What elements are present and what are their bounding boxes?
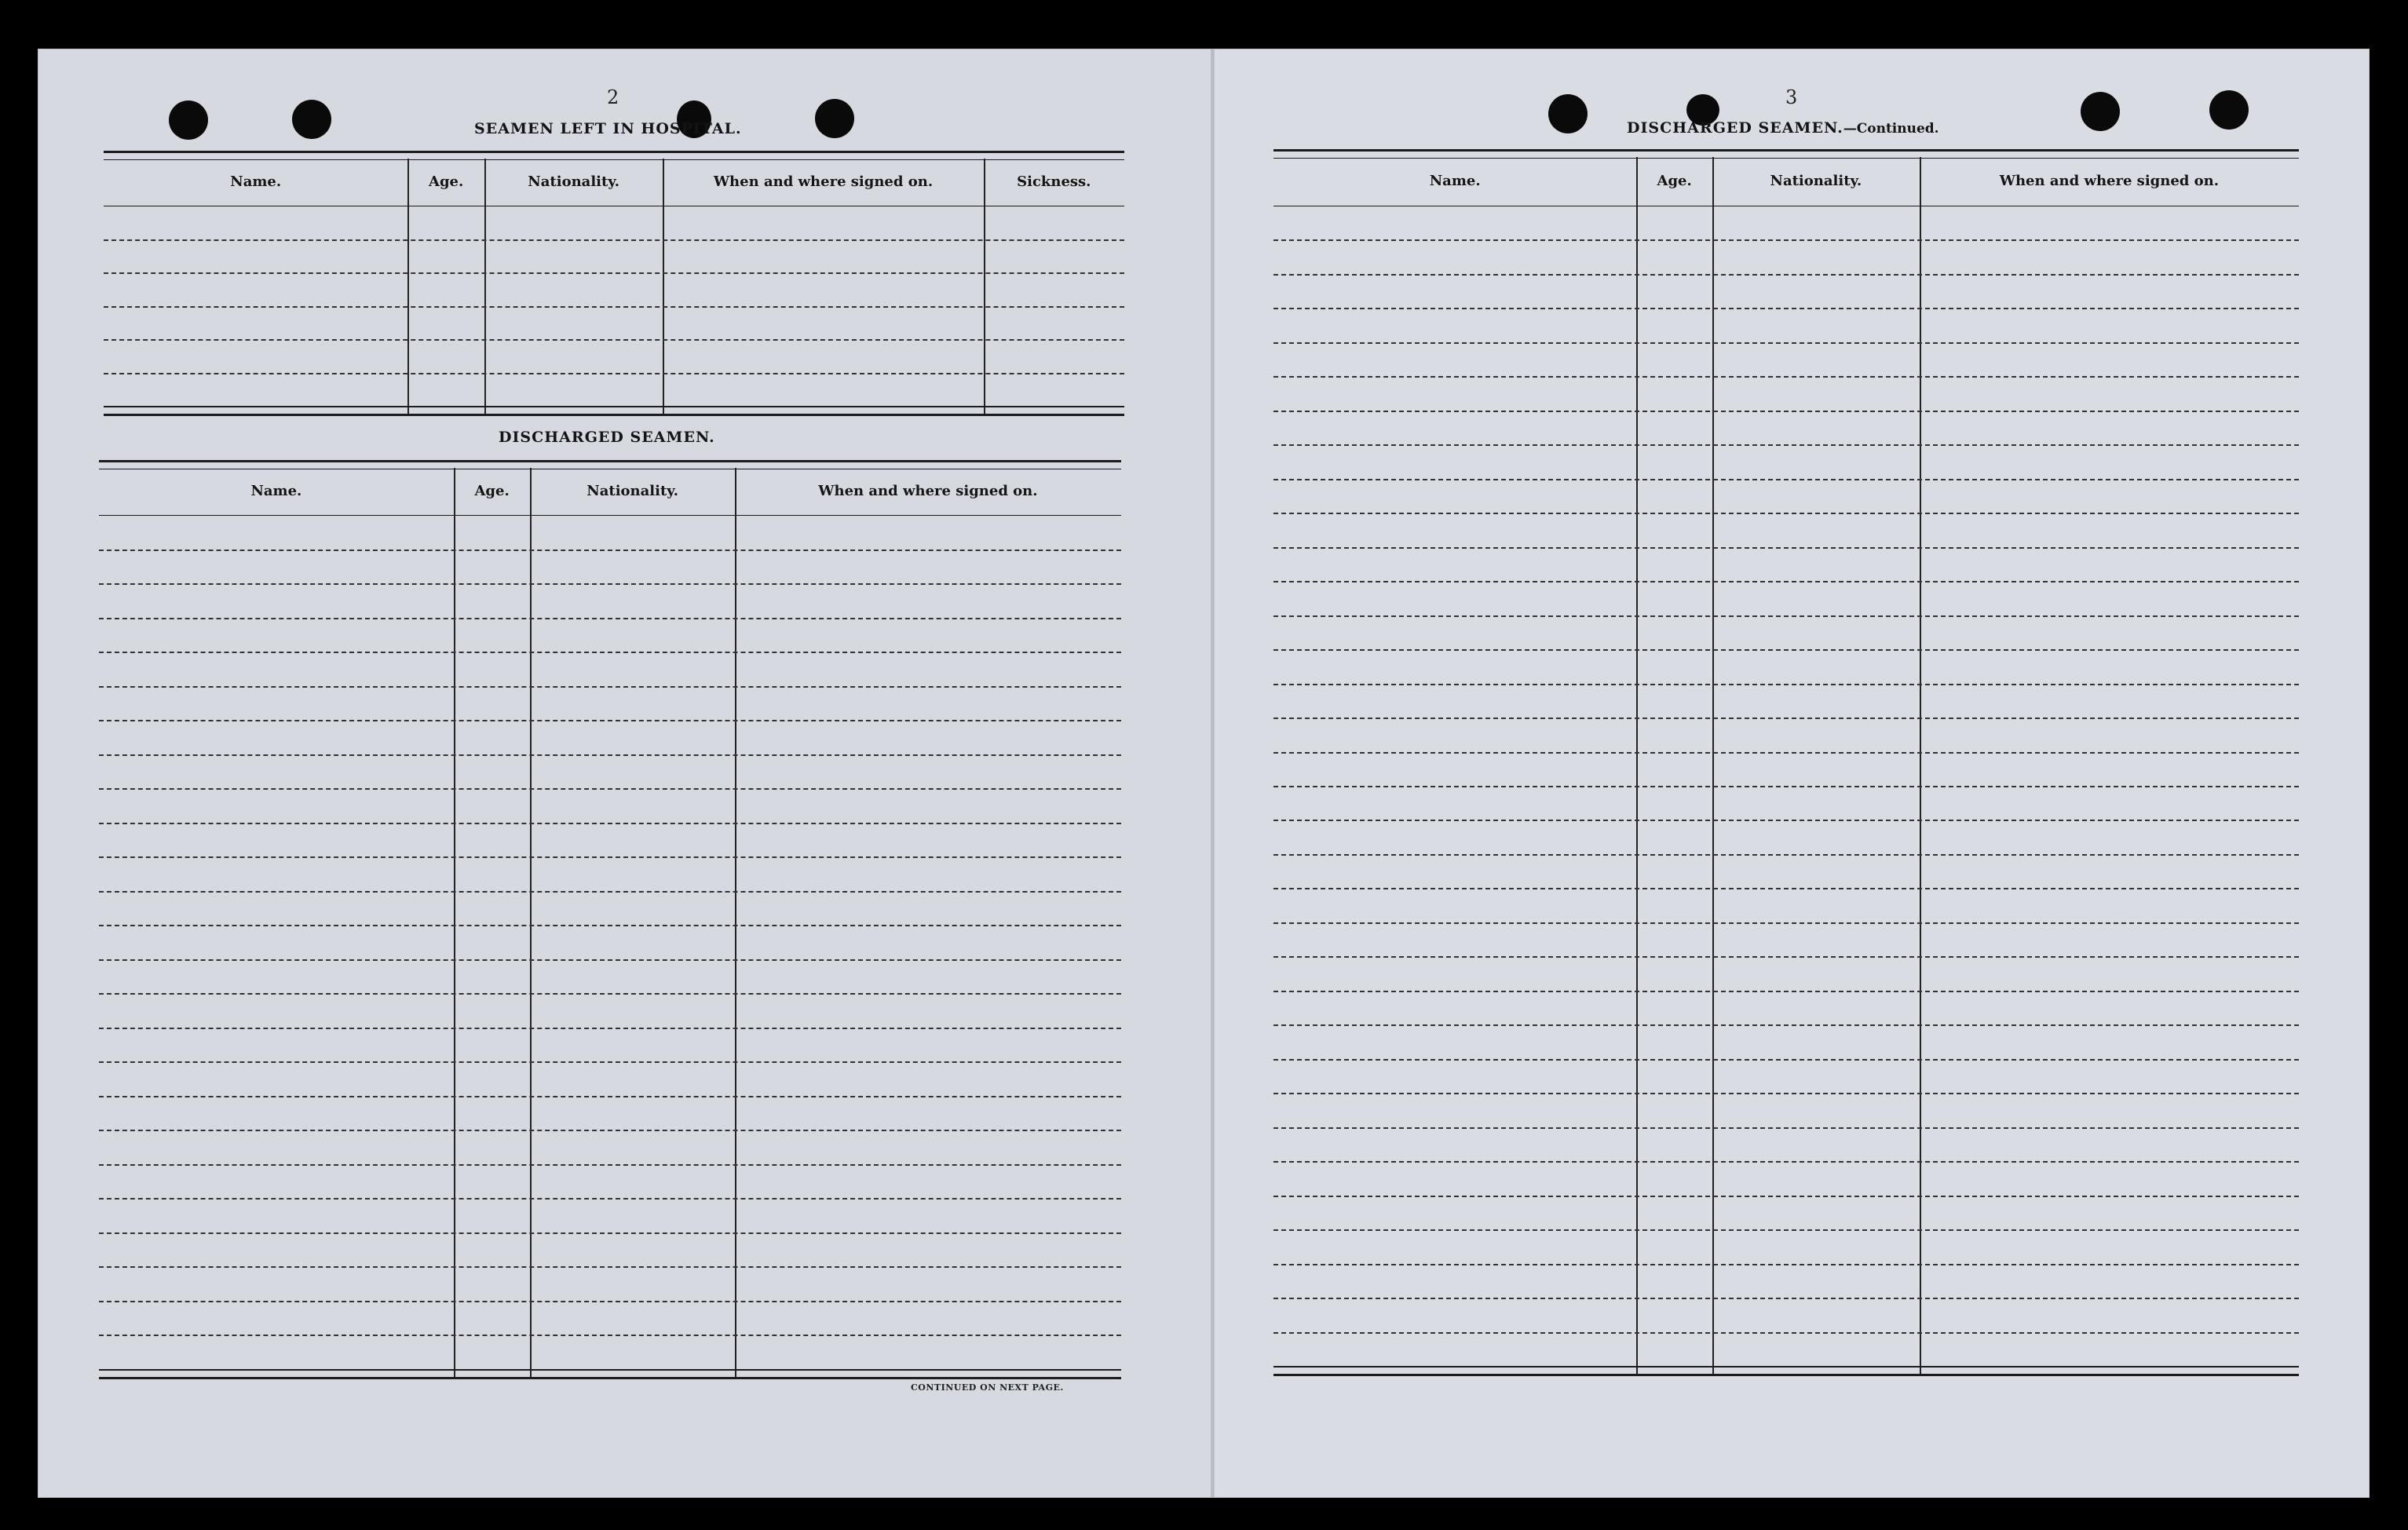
punch-hole-icon — [2209, 90, 2249, 130]
table-top-rule — [99, 460, 1121, 469]
table-row — [1273, 274, 2299, 276]
table-row — [99, 1130, 1121, 1131]
table-row — [1273, 615, 2299, 617]
table-row — [1273, 479, 2299, 480]
table-row — [1273, 342, 2299, 344]
column-divider — [984, 159, 985, 414]
table-row — [99, 652, 1121, 653]
column-divider — [1712, 157, 1714, 1374]
page-number: 2 — [607, 86, 619, 108]
table-row — [1273, 752, 2299, 754]
table-row — [1273, 820, 2299, 821]
table-row — [1273, 1229, 2299, 1231]
table-row — [99, 1232, 1121, 1234]
table-row — [99, 1061, 1121, 1063]
column-header: Name. — [230, 173, 282, 191]
column-header: Age. — [474, 483, 510, 500]
punch-hole-icon — [292, 100, 331, 139]
punch-hole-icon — [2081, 92, 2120, 131]
table-row — [99, 1198, 1121, 1200]
column-header: Nationality. — [586, 483, 678, 500]
table-row — [99, 1028, 1121, 1029]
table-row — [99, 891, 1121, 893]
table-row — [99, 1164, 1121, 1166]
table-row — [1273, 1298, 2299, 1299]
section-title-discharged: DISCHARGED SEAMEN. — [499, 429, 715, 446]
table-row — [104, 373, 1124, 374]
table-row — [1273, 1093, 2299, 1094]
table-row — [1273, 581, 2299, 582]
table-row — [1273, 1161, 2299, 1163]
column-header: Age. — [1657, 173, 1692, 190]
table-row — [99, 1335, 1121, 1336]
punch-hole-icon — [815, 99, 854, 138]
table-row — [99, 618, 1121, 619]
column-divider — [530, 468, 532, 1377]
table-row — [99, 720, 1121, 721]
table-row — [99, 993, 1121, 995]
table-row — [1273, 649, 2299, 651]
table-row — [104, 272, 1124, 274]
table-row — [1273, 1127, 2299, 1129]
column-divider — [1920, 157, 1921, 1374]
column-header: When and where signed on. — [1999, 173, 2219, 190]
table-row — [1273, 1332, 2299, 1334]
column-header: Nationality. — [1770, 173, 1862, 190]
table-row — [104, 306, 1124, 308]
table-row — [1273, 1264, 2299, 1265]
title-suffix: —Continued. — [1843, 121, 1939, 137]
table-row — [1273, 1196, 2299, 1197]
table-row — [99, 1096, 1121, 1097]
column-divider — [735, 468, 736, 1377]
table-row — [99, 583, 1121, 585]
punch-hole-icon — [1548, 94, 1588, 133]
table-row — [1273, 411, 2299, 412]
title-main: DISCHARGED SEAMEN. — [1627, 119, 1843, 137]
table-row — [99, 856, 1121, 858]
table-row — [99, 550, 1121, 551]
column-divider — [663, 159, 664, 414]
hospital-table — [104, 151, 1124, 414]
column-divider — [484, 159, 486, 414]
column-divider — [1636, 157, 1638, 1374]
table-row — [1273, 1059, 2299, 1061]
table-row — [1273, 786, 2299, 787]
table-header-rule — [99, 515, 1121, 516]
section-title-hospital: SEAMEN LEFT IN HOSPITAL. — [474, 120, 742, 137]
table-row — [1273, 239, 2299, 241]
column-divider — [454, 468, 455, 1377]
table-row — [99, 959, 1121, 961]
table-bottom-rule — [104, 406, 1124, 416]
column-header: Age. — [429, 173, 464, 191]
table-row — [1273, 991, 2299, 992]
table-row — [1273, 854, 2299, 856]
column-header: Name. — [250, 483, 302, 500]
table-row — [99, 925, 1121, 926]
table-top-rule — [1273, 149, 2299, 159]
column-header: When and where signed on. — [818, 483, 1038, 500]
table-row — [99, 788, 1121, 790]
table-row — [1273, 547, 2299, 549]
table-bottom-rule — [1273, 1366, 2299, 1376]
table-row — [99, 686, 1121, 688]
discharged-table-right — [1273, 149, 2299, 1374]
table-row — [99, 1266, 1121, 1268]
column-header: Name. — [1429, 173, 1481, 190]
table-top-rule — [104, 151, 1124, 160]
punch-hole-icon — [169, 100, 208, 140]
table-row — [1273, 684, 2299, 685]
section-title-discharged-continued — [1627, 119, 1939, 137]
table-row — [1273, 718, 2299, 719]
table-row — [1273, 308, 2299, 309]
table-row — [1273, 444, 2299, 446]
column-header: Sickness. — [1017, 173, 1091, 191]
table-row — [1273, 376, 2299, 378]
table-row — [1273, 888, 2299, 889]
table-row — [99, 754, 1121, 756]
table-row — [1273, 956, 2299, 958]
column-header: When and where signed on. — [713, 173, 934, 191]
table-row — [99, 1301, 1121, 1302]
table-row — [99, 823, 1121, 824]
table-row — [1273, 1024, 2299, 1026]
table-row — [1273, 513, 2299, 514]
discharged-table-left — [99, 460, 1121, 1377]
column-divider — [407, 159, 409, 414]
column-header: Nationality. — [528, 173, 619, 191]
table-row — [104, 239, 1124, 241]
continued-note: CONTINUED ON NEXT PAGE. — [911, 1382, 1064, 1393]
table-row — [1273, 922, 2299, 924]
page-number: 3 — [1785, 86, 1798, 108]
table-row — [104, 339, 1124, 341]
